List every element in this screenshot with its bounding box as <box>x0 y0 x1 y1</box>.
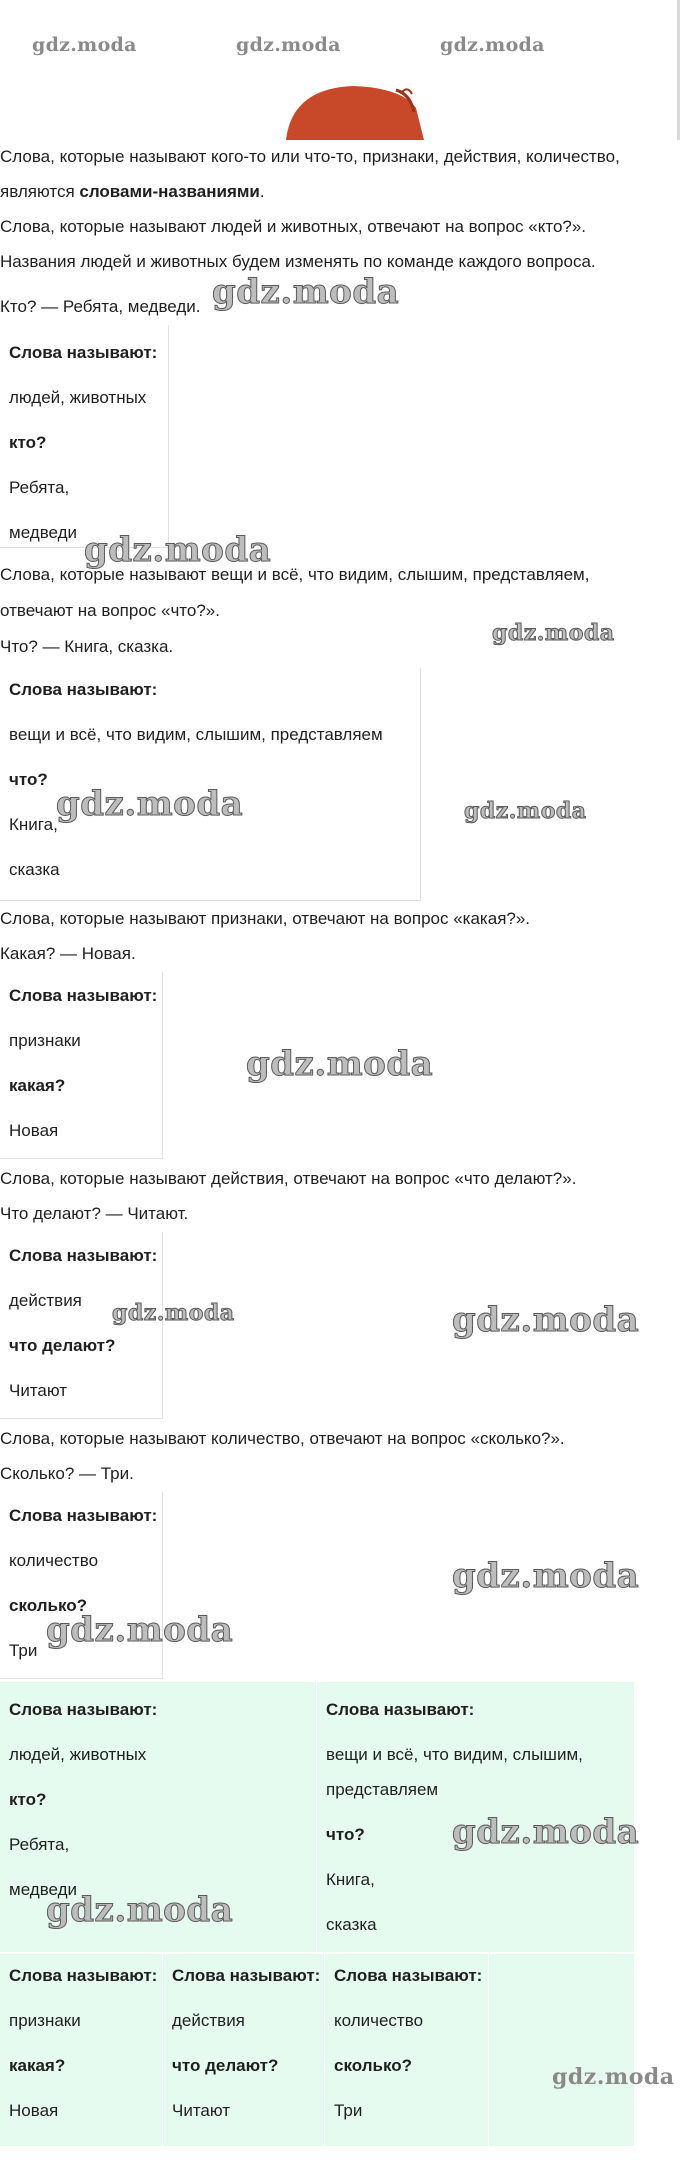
card-question: какая? <box>9 1076 66 1095</box>
card-question: кто? <box>9 433 47 452</box>
watermark: gdz.moda <box>452 1556 640 1596</box>
card-example: Книга, <box>326 1870 375 1889</box>
card-header: Слова называют: <box>9 1966 158 1985</box>
card-example: сказка <box>9 860 60 879</box>
watermark: gdz.moda <box>112 1300 235 1326</box>
watermark: gdz.moda <box>212 272 400 312</box>
summary-cell-delayut <box>163 1954 324 2146</box>
example-line: Что делают? — Читают. <box>0 1204 189 1223</box>
basketball-half-icon <box>284 82 430 140</box>
watermark: gdz.moda <box>46 1890 234 1930</box>
watermark: gdz.moda <box>56 784 244 824</box>
card-question: что делают? <box>172 2056 279 2075</box>
watermark: gdz.moda <box>246 1044 434 1084</box>
watermark: gdz.moda <box>452 1812 640 1852</box>
watermark: gdz.moda <box>440 34 545 56</box>
watermark: gdz.moda <box>452 1300 640 1340</box>
card-question: что делают? <box>9 1336 116 1355</box>
card-header: Слова называют: <box>9 680 158 699</box>
card-names: признаки <box>9 2011 81 2030</box>
card-header: Слова называют: <box>9 343 158 362</box>
card-example: Ребята, <box>9 1835 70 1854</box>
card-example: Читают <box>172 2101 231 2120</box>
card-example: Новая <box>9 2101 59 2120</box>
watermark: gdz.moda <box>492 620 615 646</box>
card-names: действия <box>9 1291 82 1310</box>
card-names: признаки <box>9 1031 81 1050</box>
card-header: Слова называют: <box>9 986 158 1005</box>
term-bold: словами-названиями <box>79 182 260 201</box>
example-line: Какая? — Новая. <box>0 944 136 963</box>
card-example: Читают <box>9 1381 68 1400</box>
intro-line: Слова, которые называют людей и животных, отвечают на вопрос «кто?». <box>0 217 587 236</box>
watermark: gdz.moda <box>552 2064 675 2090</box>
card-question: сколько? <box>9 1596 88 1615</box>
card-example: Книга, <box>9 815 58 834</box>
card-header: Слова называют: <box>9 1700 158 1719</box>
summary-cell-kakaya <box>0 1954 162 2146</box>
card-kto <box>0 325 169 548</box>
watermark: gdz.moda <box>46 1610 234 1650</box>
card-header: Слова называют: <box>334 1966 483 1985</box>
watermark: gdz.moda <box>236 34 341 56</box>
divider <box>488 1954 489 2146</box>
card-names: количество <box>9 1551 99 1570</box>
card-example: Три <box>9 1641 38 1660</box>
card-header: Слова называют: <box>9 1246 158 1265</box>
card-names: людей, животных <box>9 388 147 407</box>
intro-line: Названия людей и животных будем изменять по команде каждого вопроса. <box>0 252 596 271</box>
card-kakaya <box>0 972 163 1159</box>
text-line: Слова, которые называют вещи и всё, что видим, слышим, представляем, <box>0 565 590 584</box>
watermark: gdz.moda <box>464 798 587 824</box>
card-question: что? <box>9 770 48 789</box>
card-question: кто? <box>9 1790 47 1809</box>
card-header: Слова называют: <box>172 1966 321 1985</box>
card-names: количество <box>334 2011 424 2030</box>
card-example: медведи <box>9 523 78 542</box>
watermark: gdz.moda <box>84 530 272 570</box>
card-question: что? <box>326 1825 365 1844</box>
card-names: вещи и всё, что видим, слышим, представляем <box>9 725 383 744</box>
card-question: сколько? <box>334 2056 413 2075</box>
text-line: отвечают на вопрос «что?». <box>0 601 220 620</box>
card-question: какая? <box>9 2056 66 2075</box>
card-example: Три <box>334 2101 363 2120</box>
summary-cell-skolko <box>325 1954 488 2146</box>
card-names: людей, животных <box>9 1745 147 1764</box>
card-skolko <box>0 1492 163 1679</box>
card-names: представляем <box>326 1780 439 1799</box>
text-line: Слова, которые называют признаки, отвечают на вопрос «какая?». <box>0 909 531 928</box>
card-example: Ребята, <box>9 478 70 497</box>
watermark: gdz.moda <box>32 34 137 56</box>
card-example: медведи <box>9 1880 78 1899</box>
card-names: вещи и всё, что видим, слышим, <box>326 1745 583 1764</box>
example-line: Кто? — Ребята, медведи. <box>0 297 201 316</box>
card-example: сказка <box>326 1915 377 1934</box>
intro-line: Слова, которые называют кого-то или что-то, признаки, действия, количество, <box>0 147 620 166</box>
text-line: Слова, которые называют количество, отвечают на вопрос «сколько?». <box>0 1429 565 1448</box>
card-header: Слова называют: <box>326 1700 475 1719</box>
card-names: действия <box>172 2011 245 2030</box>
card-header: Слова называют: <box>9 1506 158 1525</box>
example-line: Что? — Книга, сказка. <box>0 637 174 656</box>
intro-line: являются словами-названиями. <box>0 182 265 201</box>
text-line: Слова, которые называют действия, отвечают на вопрос «что делают?». <box>0 1169 577 1188</box>
card-example: Новая <box>9 1121 59 1140</box>
summary-table-bottom <box>0 1954 634 2146</box>
example-line: Сколько? — Три. <box>0 1464 134 1483</box>
